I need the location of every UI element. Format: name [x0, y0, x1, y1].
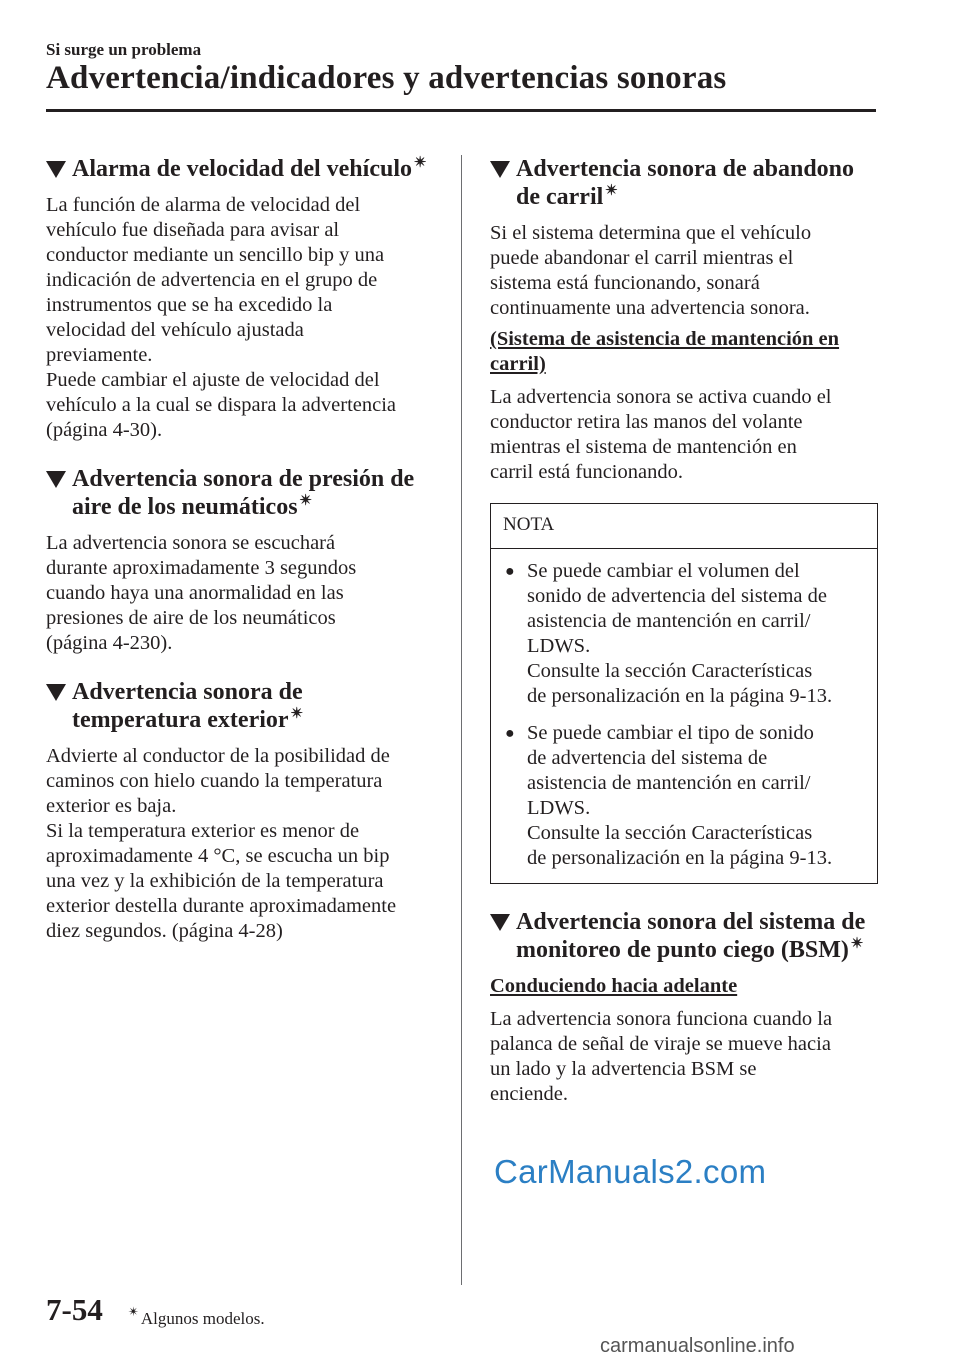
heading-text: Alarma de velocidad del vehículo	[72, 156, 412, 182]
section-heading	[490, 908, 878, 964]
section-heading	[46, 678, 436, 734]
note-title: NOTA	[491, 504, 877, 549]
paragraph: La advertencia sonora se activa cuando el conductor retira las manos del volante mientras el sistema de mantención en carril está funcionando.	[490, 386, 832, 483]
section-heading	[490, 155, 878, 211]
footer-note	[128, 1304, 265, 1329]
section-label: Si surge un problema	[46, 40, 202, 59]
star-icon: ✴	[128, 1304, 139, 1319]
right-column	[490, 155, 878, 1129]
watermark-logo: CarManuals2.com	[494, 1153, 767, 1190]
paragraph: La función de alarma de velocidad del vehículo fue diseñada para avisar al conductor mediante un sencillo bip y una indicación de advertencia en el grupo de instrumentos que se ha excedido la velocidad del vehículo ajustada previamente. Puede cambiar el ajuste de velocidad del vehículo a la cual se dispara la advertencia (página 4-30).	[46, 194, 397, 441]
paragraph: La advertencia sonora funciona cuando la palanca de señal de viraje se mueve hacia un lado y la advertencia BSM se enciende.	[490, 1008, 833, 1105]
subheading: Conduciendo hacia adelante	[490, 975, 738, 997]
section-blind-spot	[490, 908, 878, 1107]
note-item	[503, 721, 865, 871]
section-tire-pressure	[46, 465, 436, 656]
triangle-down-icon	[490, 914, 510, 931]
triangle-down-icon	[46, 684, 66, 701]
note-item	[503, 559, 865, 709]
note-box	[490, 503, 878, 884]
column-divider	[461, 155, 462, 1285]
triangle-down-icon	[46, 161, 66, 178]
bullet-icon: ●	[505, 725, 515, 742]
paragraph: La advertencia sonora se escuchará durante aproximadamente 3 segundos cuando haya una anormalidad en las presiones de aire de los neumáticos (página 4-230).	[46, 532, 357, 654]
heading-text: Advertencia sonora de temperatura exterior	[72, 679, 303, 733]
section-speed-alarm	[46, 155, 436, 443]
star-icon: ✴	[850, 936, 864, 952]
heading-text: Advertencia sonora de abandono de carril	[516, 156, 855, 210]
note-text: Se puede cambiar el tipo de sonido de advertencia del sistema de asistencia de mantención en carril/ LDWS. Consulte la sección Características de personalización en la página 9-13.	[527, 722, 833, 869]
page-title: Advertencia/indicadores y advertencias sonoras	[46, 60, 727, 96]
heading-text: Advertencia sonora de presión de aire de los neumáticos	[72, 466, 415, 520]
bullet-icon: ●	[505, 563, 515, 580]
page-number: 7-54	[46, 1292, 103, 1327]
note-body	[491, 549, 877, 883]
star-icon: ✴	[413, 155, 427, 171]
subheading: (Sistema de asistencia de mantención en carril)	[490, 328, 840, 375]
heading-text: Advertencia sonora del sistema de monitoreo de punto ciego (BSM)	[516, 909, 866, 963]
section-outside-temperature	[46, 678, 436, 944]
footer-site-watermark: carmanualsonline.info	[600, 1335, 795, 1357]
triangle-down-icon	[490, 161, 510, 178]
star-icon: ✴	[299, 493, 313, 509]
note-text: Se puede cambiar el volumen del sonido de advertencia del sistema de asistencia de mantención en carril/ LDWS. Consulte la sección Características de personalización en la página 9-13.	[527, 560, 833, 707]
section-lane-departure	[490, 155, 878, 884]
star-icon: ✴	[605, 183, 618, 199]
left-column	[46, 155, 436, 966]
header-rule	[46, 109, 876, 112]
paragraph: Advierte al conductor de la posibilidad de caminos con hielo cuando la temperatura exterior es baja. Si la temperatura exterior es menor de aproximadamente 4 °C, se escucha un bip una vez y la exhibición de la temperatura exterior destella durante aproximadamente diez segundos. (página 4-28)	[46, 745, 397, 942]
footer-note-text: Algunos modelos.	[140, 1309, 265, 1328]
paragraph: Si el sistema determina que el vehículo puede abandonar el carril mientras el sistema está funcionando, sonará continuamente una advertencia sonora.	[490, 222, 812, 319]
triangle-down-icon	[46, 471, 66, 488]
star-icon: ✴	[290, 706, 304, 722]
section-heading	[46, 465, 436, 521]
section-heading	[46, 155, 436, 183]
